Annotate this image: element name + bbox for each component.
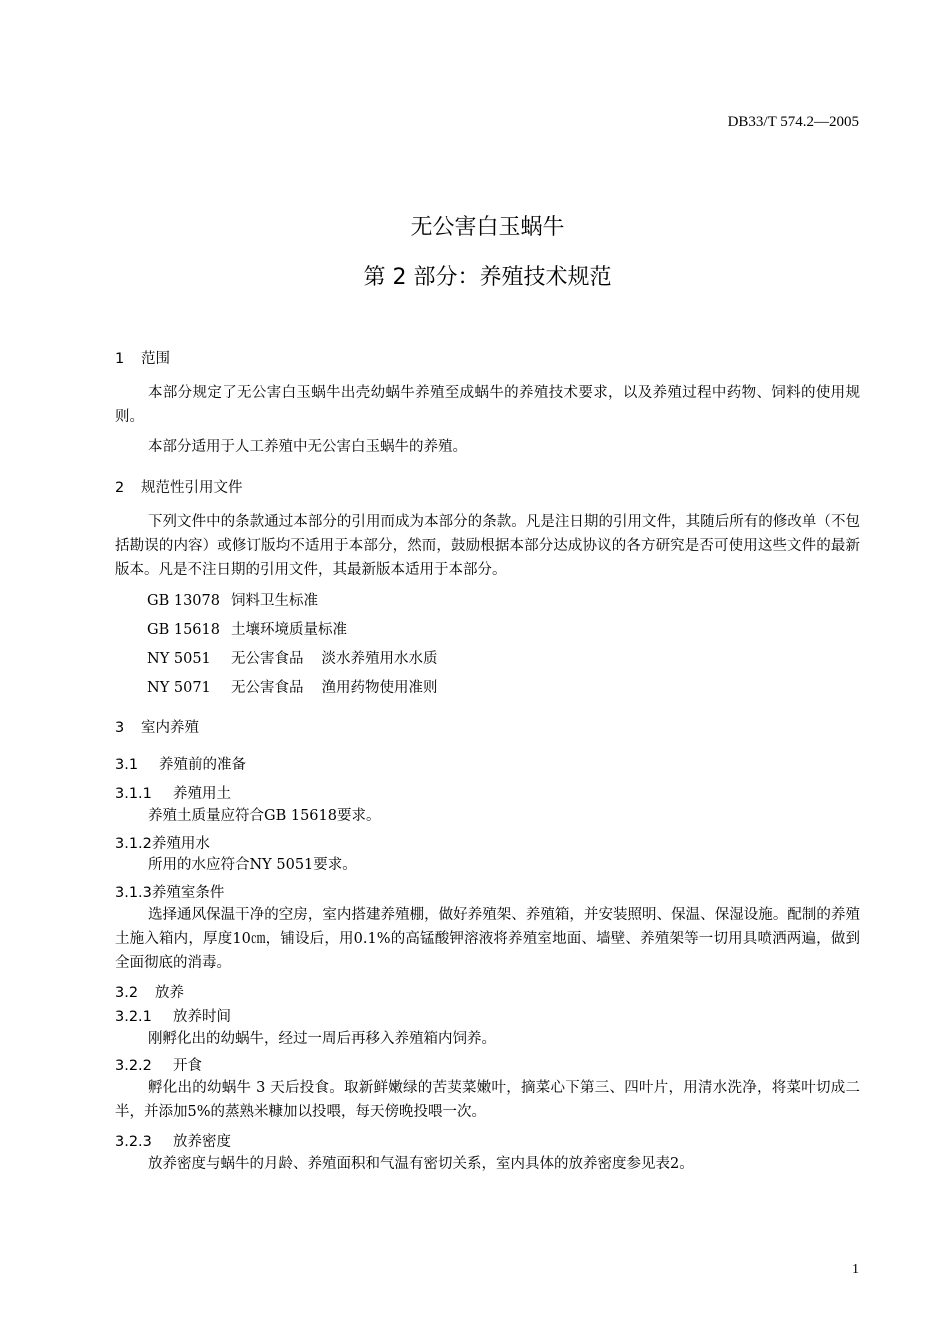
section-number: 1	[115, 351, 125, 367]
section-title: 放养密度	[173, 1134, 231, 1150]
subsection-heading-3-1-1	[115, 782, 231, 803]
reference-code: NY 5051	[147, 651, 211, 667]
subsection-heading-3-2-2	[115, 1054, 202, 1075]
subsection-heading-3-2-3	[115, 1130, 231, 1151]
document-subtitle: 第 2 部分：养殖技术规范	[363, 265, 612, 290]
paragraph-water: 所用的水应符合NY 5051要求。	[148, 857, 357, 873]
section-title: 室内养殖	[141, 720, 199, 736]
paragraph-release-time: 刚孵化出的幼蜗牛，经过一周后再移入养殖箱内饲养。	[148, 1031, 496, 1047]
reference-title: 饲料卫生标准	[231, 593, 318, 609]
section-title: 放养时间	[173, 1009, 231, 1025]
reference-extra: 淡水养殖用水水质	[321, 651, 438, 667]
section-number: 3.1.3	[115, 885, 152, 901]
section-heading-3	[115, 716, 199, 737]
section-title: 养殖用水	[151, 836, 210, 852]
paragraph-first-feeding: 孵化出的幼蜗牛 3 天后投食。取新鲜嫩绿的苦荬菜嫩叶，摘菜心下第三、四叶片，用清水洗净，将菜叶切成二半，并添加5%的蒸熟米糠加以投喂，每天傍晚投喂一次。	[115, 1080, 860, 1120]
paragraph-normative-references: 下列文件中的条款通过本部分的引用而成为本部分的条款。凡是注日期的引用文件，其随后所有的修改单（不包括勘误的内容）或修订版均不适用于本部分，然而，鼓励根据本部分达成协议的各方研究是否可使用这些文件的最新版本。凡是不注日期的引用文件，其最新版本适用于本部分。	[115, 514, 860, 578]
section-title: 规范性引用文件	[141, 480, 243, 496]
section-number: 3.1.2	[115, 836, 152, 852]
reference-title: 无公害食品	[231, 651, 304, 667]
reference-item	[147, 678, 438, 698]
section-title: 放养	[155, 985, 184, 1001]
reference-item	[147, 620, 347, 640]
subsection-heading-3-1-2	[115, 832, 210, 853]
subsection-heading-3-1-3	[115, 881, 224, 902]
reference-title: 无公害食品	[231, 680, 304, 696]
section-heading-1	[115, 347, 170, 368]
section-title: 范围	[141, 351, 170, 367]
section-number: 3.2	[115, 985, 139, 1001]
reference-item	[147, 649, 438, 669]
section-number: 3.1.1	[115, 786, 152, 802]
paragraph-stocking-density: 放养密度与蜗牛的月龄、养殖面积和气温有密切关系，室内具体的放养密度参见表2。	[148, 1156, 694, 1172]
section-number: 3.1	[115, 757, 139, 773]
section-title: 养殖前的准备	[159, 757, 246, 773]
section-title: 养殖用土	[173, 786, 231, 802]
document-title: 无公害白玉蜗牛	[410, 215, 565, 240]
subsection-heading-3-2	[115, 981, 184, 1002]
reference-code: GB 13078	[147, 593, 220, 609]
reference-item	[147, 591, 318, 611]
subsection-heading-3-1	[115, 753, 246, 774]
section-number: 3.2.3	[115, 1134, 152, 1150]
section-number: 3.2.1	[115, 1009, 152, 1025]
subsection-heading-3-2-1	[115, 1005, 231, 1026]
page-number: 1	[852, 1262, 859, 1277]
paragraph-applicability: 本部分适用于人工养殖中无公害白玉蜗牛的养殖。	[148, 439, 467, 455]
reference-title: 土壤环境质量标准	[231, 622, 347, 638]
section-title: 开食	[173, 1058, 202, 1074]
section-heading-2	[115, 476, 243, 497]
document-code: DB33/T 574.2—2005	[727, 114, 859, 130]
section-number: 3	[115, 720, 125, 736]
section-number: 2	[115, 480, 125, 496]
reference-code: NY 5071	[147, 680, 211, 696]
section-number: 3.2.2	[115, 1058, 152, 1074]
reference-extra: 渔用药物使用准则	[321, 680, 438, 696]
paragraph-room-conditions: 选择通风保温干净的空房，室内搭建养殖棚，做好养殖架、养殖箱，并安装照明、保温、保湿设施。配制的养殖土施入箱内，厚度10㎝，铺设后，用0.1%的高锰酸钾溶液将养殖室地面、墙壁、养殖架等一切用具喷洒两遍，做到全面彻底的消毒。	[115, 907, 860, 971]
paragraph-scope: 本部分规定了无公害白玉蜗牛出壳幼蜗牛养殖至成蜗牛的养殖技术要求，以及养殖过程中药物、饲料的使用规则。	[115, 385, 860, 425]
paragraph-soil: 养殖土质量应符合GB 15618要求。	[148, 808, 381, 824]
section-title: 养殖室条件	[151, 885, 225, 901]
reference-code: GB 15618	[147, 622, 220, 638]
